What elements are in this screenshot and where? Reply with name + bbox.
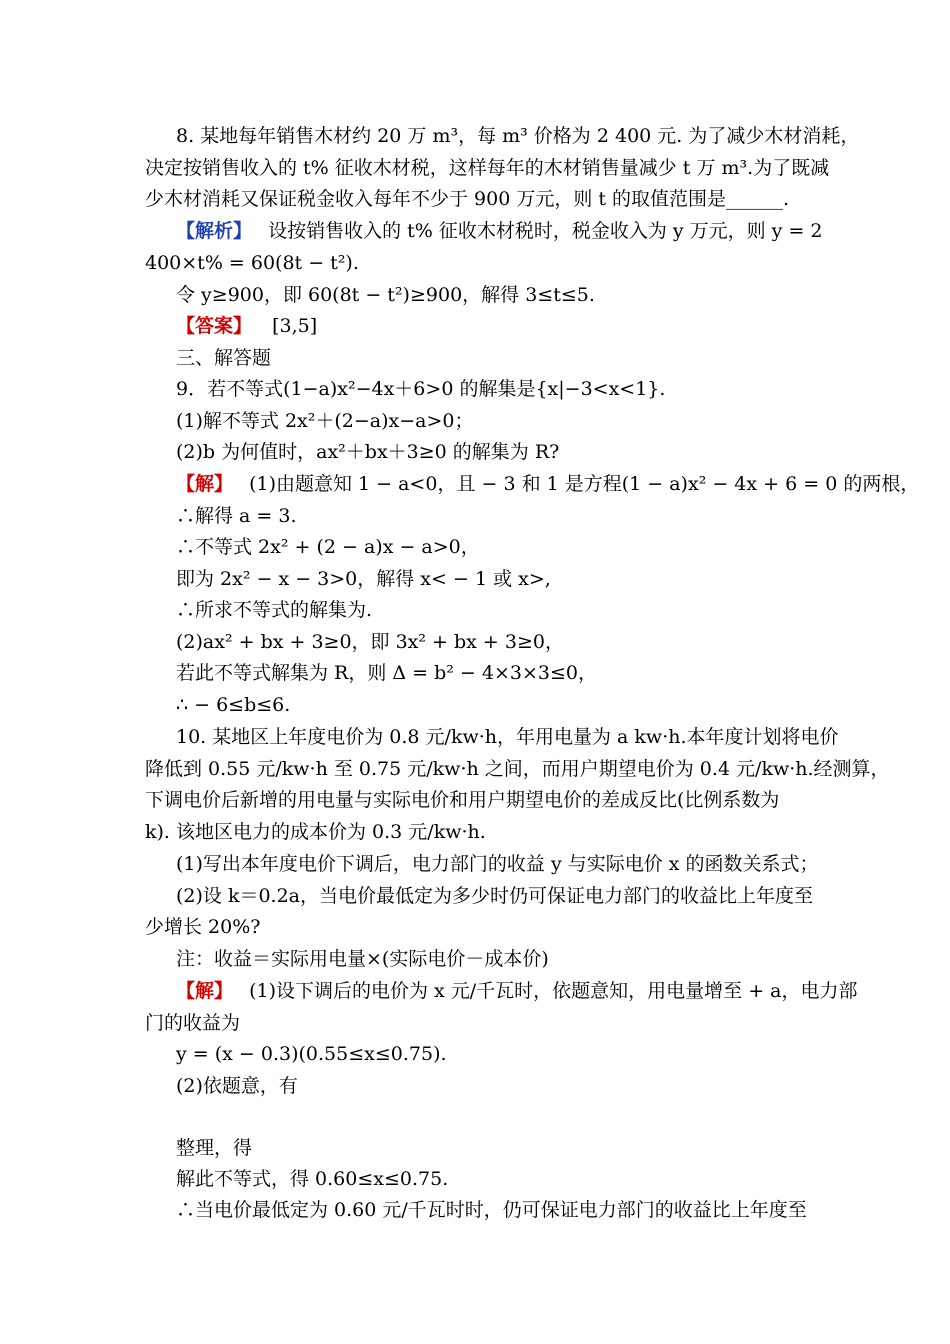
q10-part-2b: 少增长 20%? <box>145 916 261 938</box>
solution-tag: 【解】 <box>176 980 234 1002</box>
solution-text: (1)设下调后的电价为 x 元/千瓦时，依题意知，用电量增至 + a，电力部 <box>249 980 858 1002</box>
q8-line-3: 少木材消耗又保证税金收入每年不少于 900 万元，则 t 的取值范围是______. <box>145 188 790 210</box>
q8-analysis-line-3: 令 y≥900，即 60(8t − t²)≥900，解得 3≤t≤5. <box>176 284 595 306</box>
q9-solution-line-8: ∴ − 6≤b≤6. <box>176 694 291 716</box>
q10-solution-line-7: ∴当电价最低定为 0.60 元/千瓦时时，仍可保证电力部门的收益比上年度至 <box>176 1199 807 1221</box>
q10-solution-line-5: 整理，得 <box>176 1137 253 1159</box>
q10-line-3: 下调电价后新增的用电量与实际电价和用户期望电价的差成反比(比例系数为 <box>145 789 780 811</box>
q10-solution-line-2: 门的收益为 <box>145 1012 241 1034</box>
q10-line-4: k). 该地区电力的成本价为 0.3 元/kw·h. <box>145 821 486 843</box>
q9-solution-line-5: ∴所求不等式的解集为. <box>176 599 373 621</box>
q10-note: 注：收益＝实际用电量×(实际电价－成本价) <box>176 948 549 970</box>
section-title: 三、解答题 <box>176 347 272 369</box>
analysis-text: 设按销售收入的 t% 征收木材税时，税金收入为 y 万元，则 y = 2 <box>268 220 823 242</box>
q9-solution-line-6: (2)ax² + bx + 3≥0，即 3x² + bx + 3≥0， <box>176 631 564 653</box>
answer-tag: 【答案】 <box>176 315 253 337</box>
q10-part-2a: (2)设 k＝0.2a，当电价最低定为多少时仍可保证电力部门的收益比上年度至 <box>176 885 814 907</box>
q9-solution-line-3: ∴不等式 2x² + (2 − a)x − a>0， <box>176 536 480 558</box>
q8-line-1: 8. 某地每年销售木材约 20 万 m³，每 m³ 价格为 2 400 元. 为了减少木材消耗， <box>176 125 860 147</box>
q8-answer-line <box>176 314 317 338</box>
q10-solution-line-6: 解此不等式，得 0.60≤x≤0.75. <box>176 1168 449 1190</box>
q8-analysis-line-1 <box>176 219 823 243</box>
analysis-tag: 【解析】 <box>176 220 253 242</box>
q9-solution-line-7: 若此不等式解集为 R，则 Δ = b² − 4×3×3≤0， <box>176 662 597 684</box>
q10-line-1: 10. 某地区上年度电价为 0.8 元/kw·h，年用电量为 a kw·h.本年度计划将电价 <box>176 726 839 748</box>
q9-part-2: (2)b 为何值时，ax²＋bx＋3≥0 的解集为 R? <box>176 441 560 463</box>
q9-solution-line-1 <box>176 472 919 496</box>
q10-line-2: 降低到 0.55 元/kw·h 至 0.75 元/kw·h 之间，而用户期望电价为 0.4 元/kw·h.经测算， <box>145 758 890 780</box>
q9-solution-line-2: ∴解得 a = 3. <box>176 505 297 527</box>
q9-part-1: (1)解不等式 2x²＋(2−a)x−a>0； <box>176 410 474 432</box>
q10-solution-line-4: (2)依题意，有 <box>176 1075 298 1097</box>
q10-part-1: (1)写出本年度电价下调后，电力部门的收益 y 与实际电价 x 的函数关系式； <box>176 853 819 875</box>
answer-text: [3,5] <box>272 315 318 337</box>
q9-solution-line-4: 即为 2x² − x − 3>0，解得 x< − 1 或 x>, <box>176 568 551 590</box>
q10-solution-line-1 <box>176 979 858 1003</box>
solution-tag: 【解】 <box>176 473 234 495</box>
q8-analysis-line-2: 400×t% = 60(8t − t²). <box>145 252 359 274</box>
q10-solution-line-3: y = (x − 0.3)(0.55≤x≤0.75). <box>176 1043 447 1065</box>
q9-line-1: 9．若不等式(1−a)x²−4x＋6>0 的解集是{x|−3<x<1}. <box>176 378 666 400</box>
q8-line-2: 决定按销售收入的 t% 征收木材税，这样每年的木材销售量减少 t 万 m³.为了既减 <box>145 157 830 179</box>
solution-text: (1)由题意知 1 − a<0，且 − 3 和 1 是方程(1 − a)x² − 4x + 6 = 0 的两根， <box>249 473 920 495</box>
